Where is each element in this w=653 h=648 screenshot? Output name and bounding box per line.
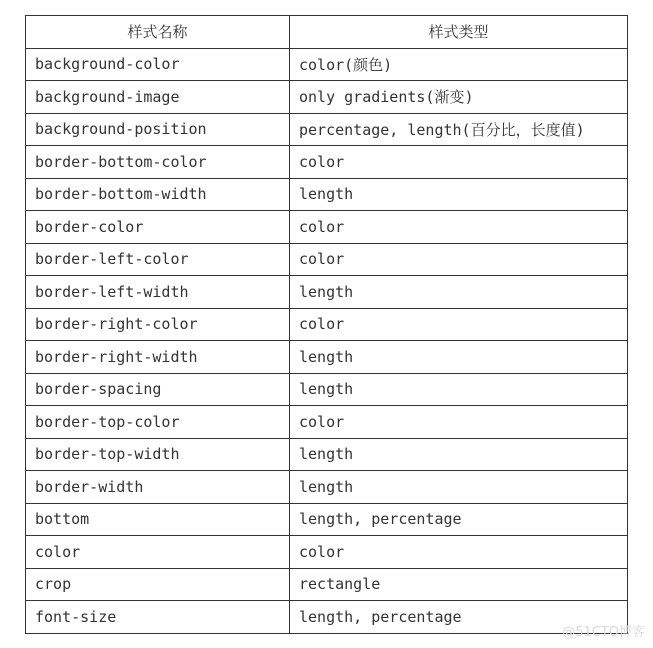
table-row xyxy=(26,113,628,146)
table-row xyxy=(26,438,628,471)
table-row xyxy=(26,406,628,439)
cell-style-name: background-image xyxy=(26,81,290,114)
cell-style-type: rectangle xyxy=(290,568,628,601)
cell-style-type: length xyxy=(290,341,628,374)
cell-style-type: length xyxy=(290,438,628,471)
style-properties-table-container xyxy=(25,15,628,634)
cell-style-name: bottom xyxy=(26,503,290,536)
table-row xyxy=(26,48,628,81)
cell-style-type: color xyxy=(290,146,628,179)
cell-style-type: color xyxy=(290,243,628,276)
header-style-type: 样式类型 xyxy=(290,16,628,49)
header-style-name: 样式名称 xyxy=(26,16,290,49)
cell-style-type: only gradients(渐变) xyxy=(290,81,628,114)
cell-style-name: border-left-color xyxy=(26,243,290,276)
table-row xyxy=(26,601,628,634)
cell-style-name: border-spacing xyxy=(26,373,290,406)
table-row xyxy=(26,568,628,601)
table-header-row xyxy=(26,16,628,49)
cell-style-name: color xyxy=(26,536,290,569)
cell-style-name: border-right-color xyxy=(26,308,290,341)
cell-style-type: color xyxy=(290,308,628,341)
cell-style-type: length xyxy=(290,471,628,504)
table-row xyxy=(26,373,628,406)
cell-style-name: border-top-color xyxy=(26,406,290,439)
cell-style-type: color xyxy=(290,406,628,439)
cell-style-name: border-width xyxy=(26,471,290,504)
cell-style-type: percentage, length(百分比，长度值) xyxy=(290,113,628,146)
table-row xyxy=(26,471,628,504)
table-row xyxy=(26,81,628,114)
table-row xyxy=(26,276,628,309)
table-row xyxy=(26,503,628,536)
table-row xyxy=(26,146,628,179)
cell-style-type: length xyxy=(290,373,628,406)
cell-style-type: length, percentage xyxy=(290,601,628,634)
cell-style-type: color xyxy=(290,536,628,569)
cell-style-name: border-right-width xyxy=(26,341,290,374)
table-row xyxy=(26,211,628,244)
cell-style-name: crop xyxy=(26,568,290,601)
table-row xyxy=(26,243,628,276)
cell-style-name: border-color xyxy=(26,211,290,244)
cell-style-name: background-position xyxy=(26,113,290,146)
cell-style-name: border-bottom-width xyxy=(26,178,290,211)
cell-style-type: length xyxy=(290,276,628,309)
cell-style-type: color(颜色) xyxy=(290,48,628,81)
table-row xyxy=(26,536,628,569)
cell-style-type: length xyxy=(290,178,628,211)
cell-style-name: border-left-width xyxy=(26,276,290,309)
table-row xyxy=(26,308,628,341)
watermark: @51CTO博客 xyxy=(562,625,645,640)
style-properties-table xyxy=(25,15,628,634)
cell-style-name: font-size xyxy=(26,601,290,634)
table-row xyxy=(26,178,628,211)
cell-style-name: background-color xyxy=(26,48,290,81)
cell-style-type: color xyxy=(290,211,628,244)
cell-style-type: length, percentage xyxy=(290,503,628,536)
table-row xyxy=(26,341,628,374)
cell-style-name: border-top-width xyxy=(26,438,290,471)
cell-style-name: border-bottom-color xyxy=(26,146,290,179)
